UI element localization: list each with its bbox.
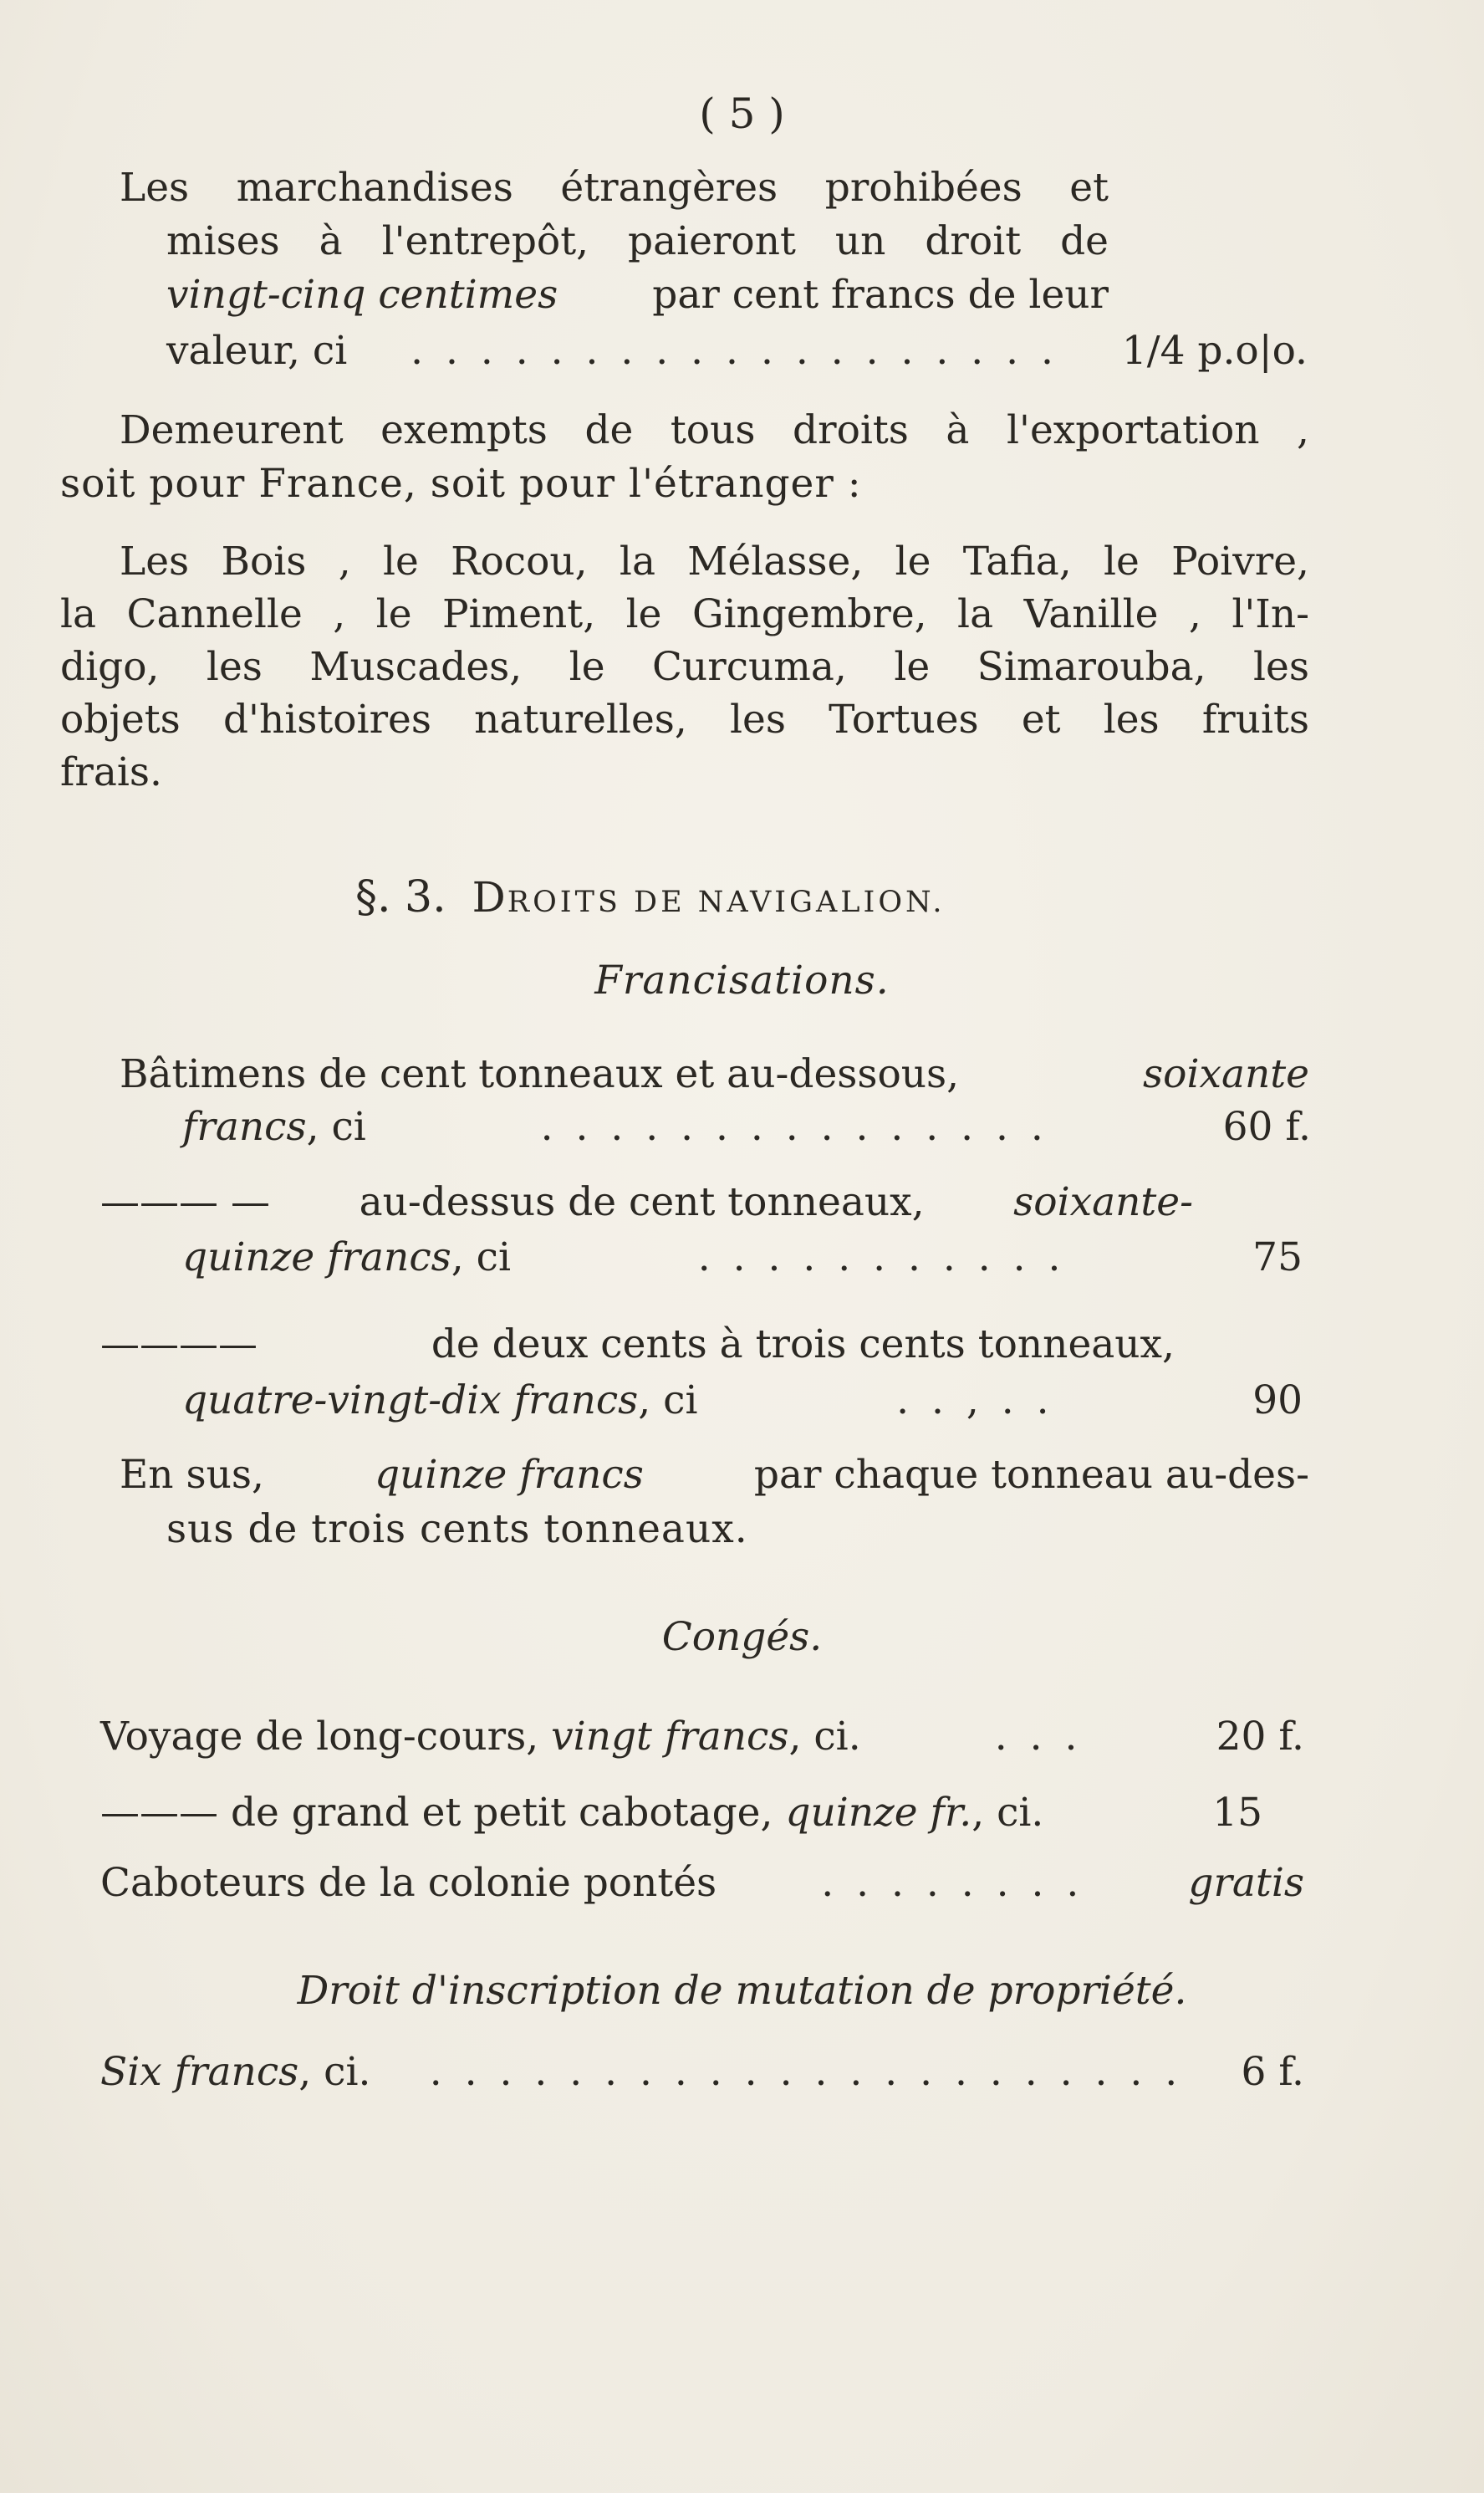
subsection-heading: Congés.	[661, 1614, 823, 1660]
tariff-row	[100, 1790, 1262, 1837]
ditto-dash: ———	[100, 1790, 218, 1836]
leader-dots: . . . . . . . . . . .	[697, 1234, 1066, 1280]
tariff-label: au-dessus de cent tonneaux,	[346, 1179, 937, 1225]
paragraph-line: digo, les Muscades, le Curcuma, le Simarouba, les	[60, 644, 1309, 690]
tariff-amount-text: soixante-	[1013, 1179, 1193, 1225]
paragraph-line: frais.	[60, 749, 162, 795]
section-heading	[355, 874, 946, 926]
tariff-ci: , ci	[451, 1234, 512, 1280]
tariff-amount-text: quinze fr.	[785, 1790, 972, 1836]
paragraph-line: la Cannelle , le Piment, le Gingembre, la Vanille , l'In-	[60, 591, 1309, 637]
tariff-amount-text: vingt francs	[551, 1714, 789, 1760]
paragraph-line: mises à l'entrepôt, paieront un droit de	[166, 218, 1109, 264]
tariff-value: 60 f.	[1222, 1104, 1311, 1150]
tariff-label: Caboteurs de la colonie pontés	[100, 1860, 717, 1906]
tariff-ci: , ci.	[971, 1790, 1044, 1836]
paragraph-line: sus de trois cents tonneaux.	[166, 1506, 748, 1552]
paragraph-line: Les marchandises étrangères prohibées et	[120, 165, 1109, 211]
tariff-row	[120, 1051, 1309, 1098]
rate-text: vingt-cinq centimes	[166, 272, 558, 318]
tariff-amount-text: francs	[182, 1104, 307, 1150]
section-number: §. 3.	[355, 872, 446, 922]
paragraph-line: En sus, quinze francs par chaque tonneau au-des-	[120, 1452, 1309, 1498]
tariff-value: 90	[1252, 1377, 1303, 1423]
ditto-dash: ——— —	[100, 1179, 270, 1225]
subsection-heading: Francisations.	[594, 958, 890, 1004]
page-number: ( 5 )	[699, 89, 785, 138]
tariff-label: valeur, ci	[166, 328, 348, 374]
tariff-value: 1/4 p.o|o.	[1121, 328, 1308, 374]
tariff-ci: , ci.	[298, 2049, 371, 2095]
subsection-heading: Droit d'inscription de mutation de propriété.	[297, 1968, 1187, 2014]
tariff-amount-text: soixante	[1143, 1051, 1309, 1097]
tariff-value: gratis	[1188, 1860, 1304, 1906]
tariff-amount-text: quatre-vingt-dix francs	[182, 1377, 639, 1423]
paragraph-line: Demeurent exempts de tous droits à l'exportation ,	[120, 407, 1309, 453]
tariff-value: 15	[1212, 1790, 1262, 1836]
leader-dots: . . . . . . . .	[821, 1860, 1084, 1906]
paragraph-text: par cent francs de leur	[640, 272, 1109, 318]
tariff-row	[100, 1179, 1193, 1226]
tariff-row	[100, 1321, 1175, 1368]
tariff-label: Voyage de long-cours,	[100, 1714, 552, 1760]
tariff-amount-text: quinze francs	[182, 1234, 451, 1280]
paragraph-line: Les Bois , le Rocou, la Mélasse, le Tafia, le Poivre,	[120, 539, 1309, 585]
tariff-value: 20 f.	[1216, 1714, 1304, 1760]
tariff-amount-text: Six francs	[100, 2049, 299, 2095]
leader-dots: . . .	[994, 1714, 1083, 1760]
leader-dots: . . . . . . . . . . . . . . .	[540, 1104, 1048, 1150]
tariff-row	[182, 1104, 1311, 1151]
tariff-ci: , ci.	[788, 1714, 861, 1760]
tariff-value: 75	[1252, 1234, 1303, 1280]
tariff-ci: , ci	[638, 1377, 698, 1423]
paragraph-line	[166, 272, 1109, 319]
section-title: DROITS DE NAVIGALION.	[472, 873, 946, 922]
leader-dots: . . , . .	[896, 1377, 1054, 1423]
tariff-label: de deux cents à trois cents tonneaux,	[418, 1321, 1175, 1367]
tariff-label: de grand et petit cabotage,	[218, 1790, 786, 1836]
tariff-label: Bâtimens de cent tonneaux et au-dessous,	[120, 1051, 972, 1097]
tariff-row	[100, 2049, 1304, 2096]
tariff-row	[182, 1377, 1303, 1424]
tariff-amount-text: quinze francs	[375, 1452, 644, 1498]
leader-dots: . . . . . . . . . . . . . . . . . . . . . .	[429, 2049, 1183, 2095]
tariff-row	[100, 1714, 1304, 1760]
tariff-row	[182, 1234, 1303, 1281]
paragraph-line: soit pour France, soit pour l'étranger :	[60, 461, 862, 507]
tariff-ci: , ci	[306, 1104, 366, 1150]
tariff-value: 6 f.	[1241, 2049, 1304, 2095]
leader-dots: . . . . . . . . . . . . . . . . . . .	[411, 328, 1058, 374]
ditto-dash: ————	[100, 1321, 258, 1367]
paragraph-line: objets d'histoires naturelles, les Tortues et les fruits	[60, 697, 1309, 743]
tariff-row	[100, 1860, 1304, 1907]
tariff-row	[166, 328, 1308, 375]
